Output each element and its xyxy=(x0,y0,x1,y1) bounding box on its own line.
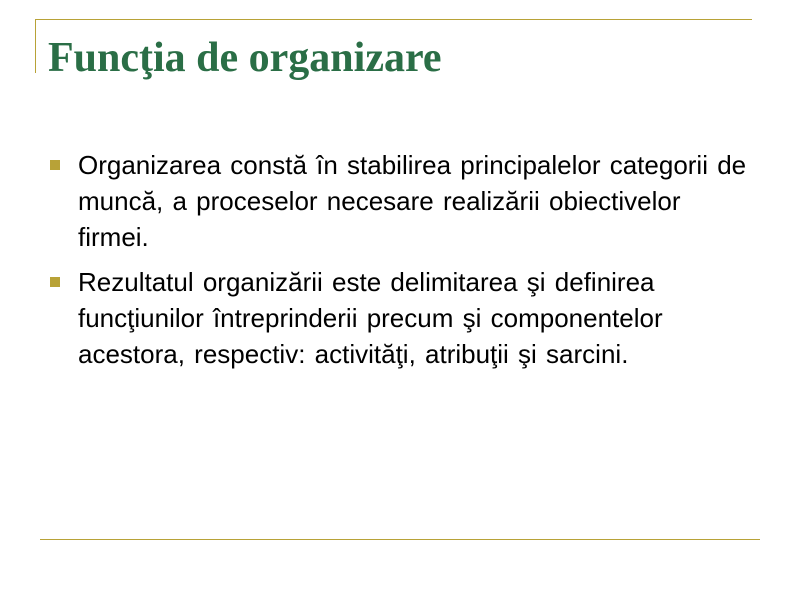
bullet-item xyxy=(48,147,748,255)
title-accent-bar xyxy=(35,19,36,73)
slide-title: Funcţia de organizare xyxy=(48,35,442,81)
top-rule xyxy=(35,19,752,20)
square-bullet-icon xyxy=(50,277,60,287)
bullet-text: Organizarea constă în stabilirea principalelor categorii de muncă, a proceselor necesare realizării obiectivelor firmei. xyxy=(78,150,747,252)
bottom-rule xyxy=(40,539,760,540)
bullet-list xyxy=(48,147,748,381)
bullet-text: Rezultatul organizării este delimitarea şi definirea funcţiunilor întreprinderii precum şi componentelor acestora, respectiv: activităţi, atribuţii şi sarcini. xyxy=(78,267,663,369)
bullet-item xyxy=(48,264,748,372)
square-bullet-icon xyxy=(50,160,60,170)
